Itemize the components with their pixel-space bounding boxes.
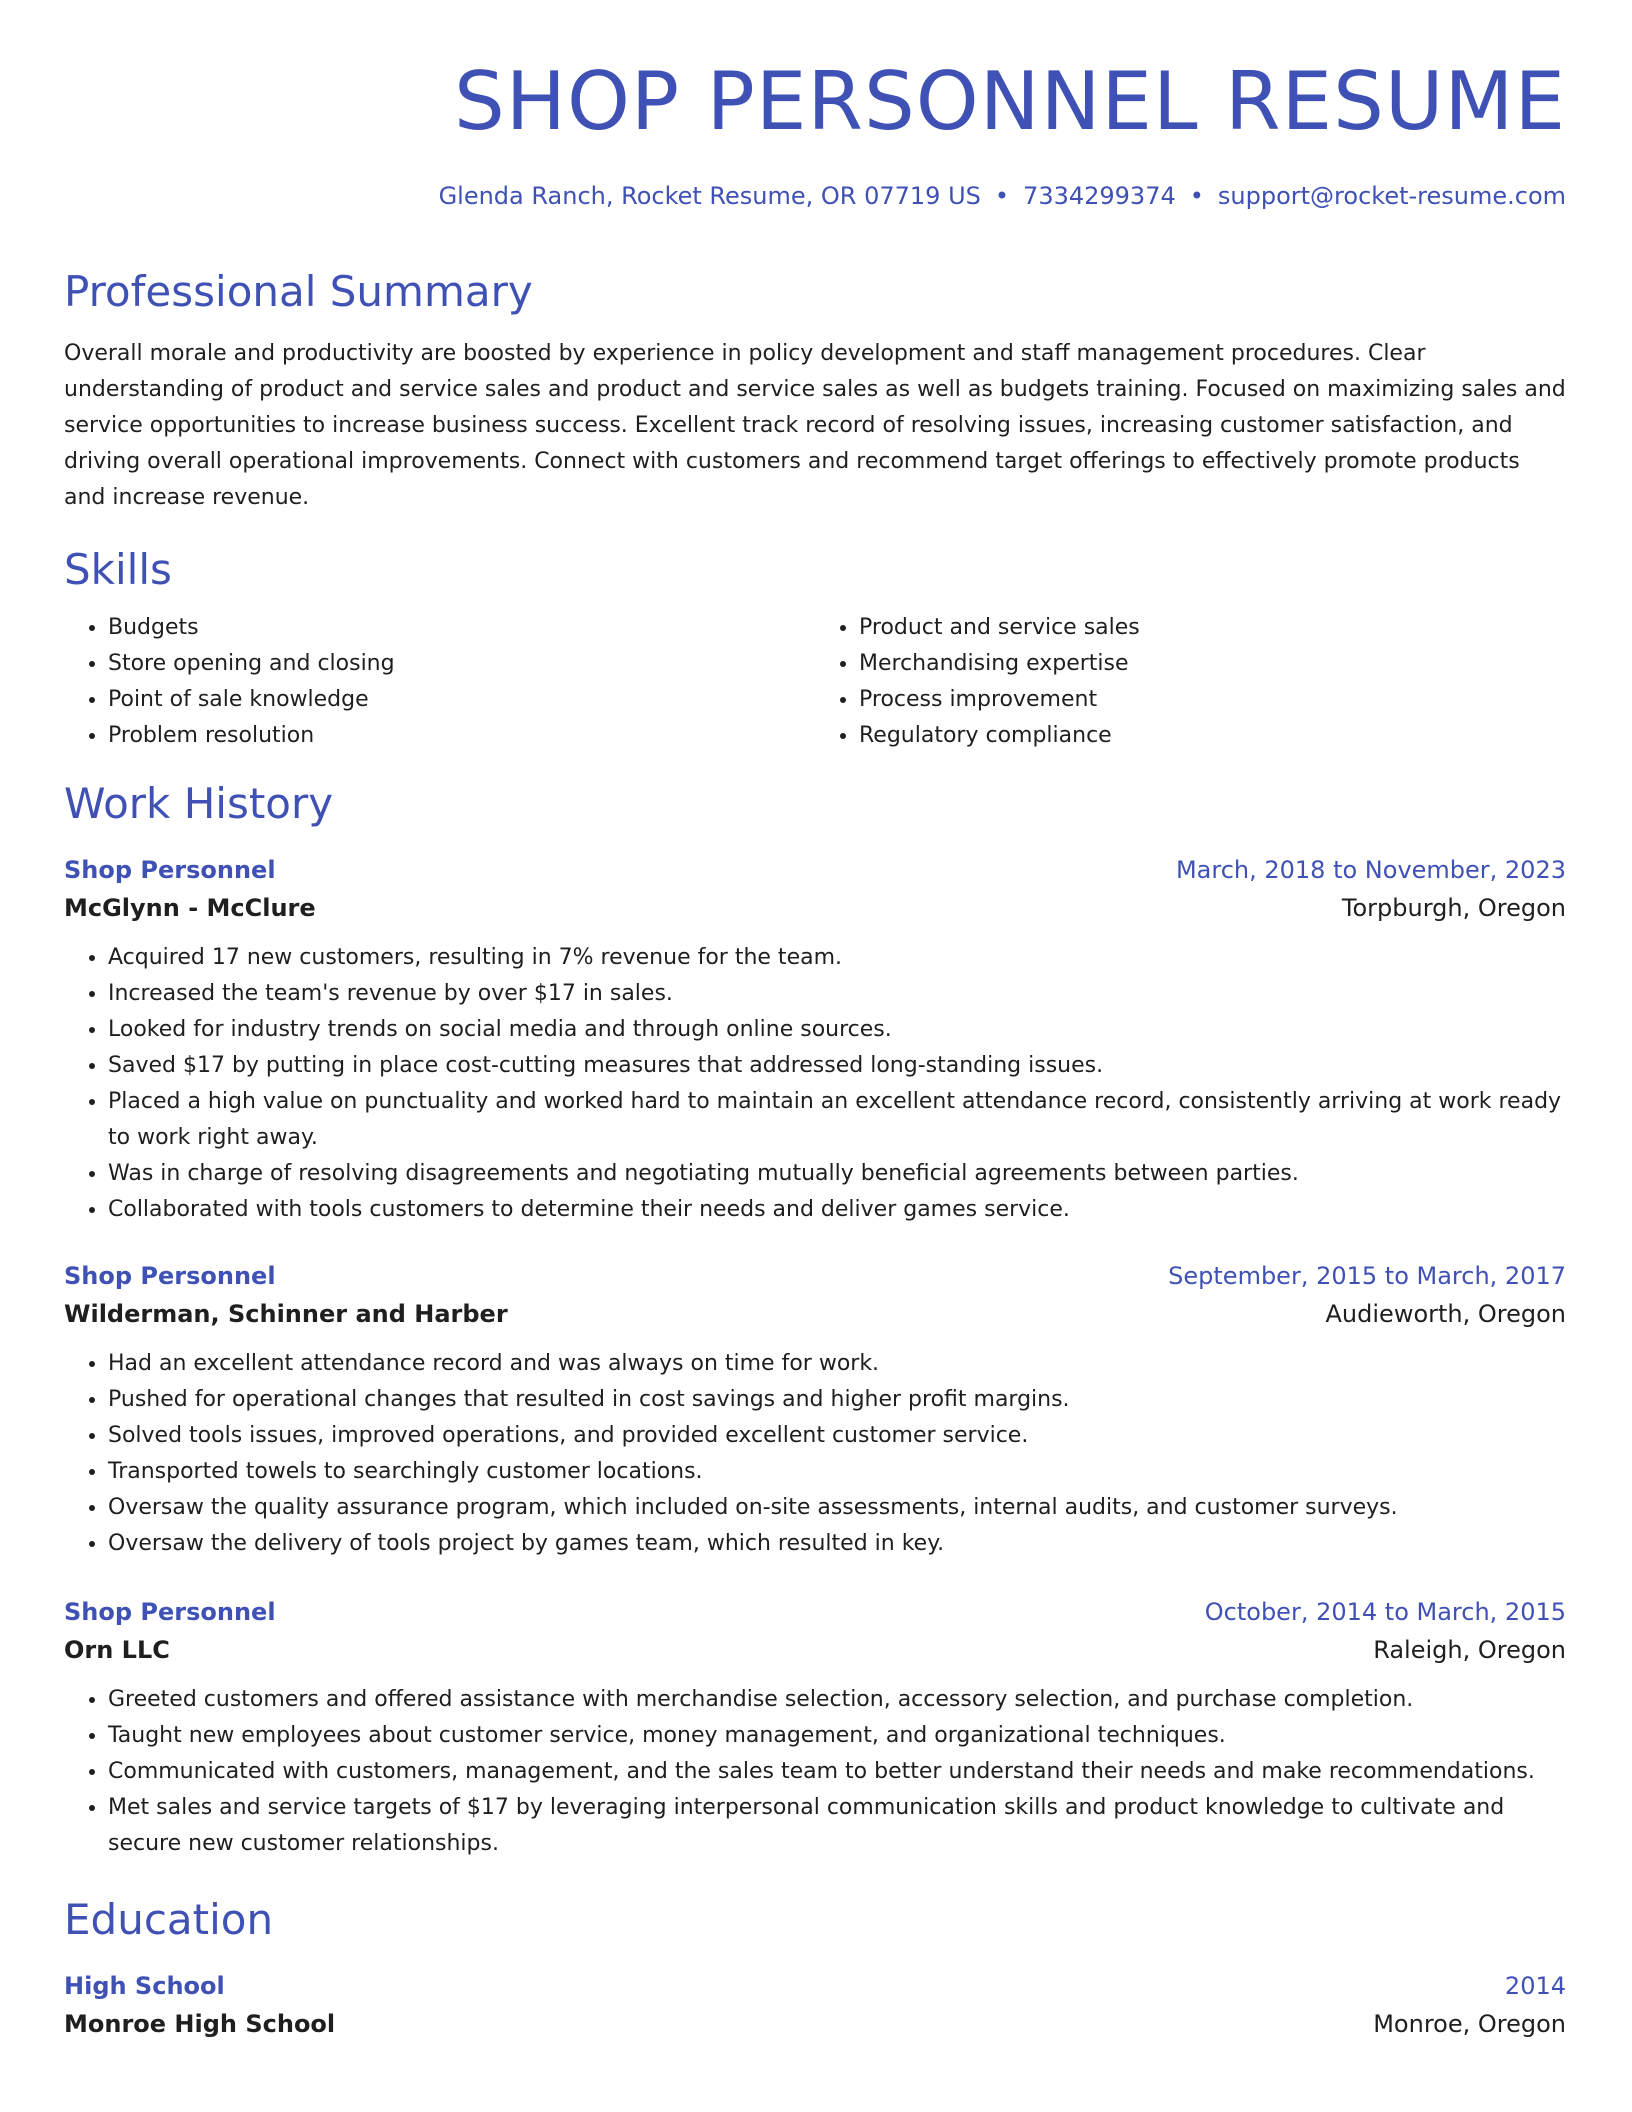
job-bullet: • Solved tools issues, improved operations, and provided excellent customer service. (108, 1418, 1566, 1454)
job-bullets (64, 1682, 1566, 1862)
skill-item: • Problem resolution (108, 718, 815, 754)
contact-email[interactable]: support@rocket-resume.com (1217, 182, 1566, 210)
job-bullets (64, 1346, 1566, 1562)
contact-separator: • (1189, 182, 1204, 210)
job-bullet: • Had an excellent attendance record and was always on time for work. (108, 1346, 1566, 1382)
job-company-row (64, 1294, 1566, 1334)
job-bullet: • Communicated with customers, management, and the sales team to better understand their needs and make recommendations. (108, 1754, 1566, 1790)
job-bullet: • Looked for industry trends on social media and through online sources. (108, 1012, 1566, 1048)
job-title: Shop Personnel (64, 856, 276, 884)
education-section (64, 1892, 1566, 2044)
job-dates: September, 2015 to March, 2017 (1168, 1262, 1566, 1290)
education-school: Monroe High School (64, 2010, 336, 2038)
job-dates: March, 2018 to November, 2023 (1175, 856, 1566, 884)
job-bullet: • Placed a high value on punctuality and worked hard to maintain an excellent attendance record, consistently arriving at work ready to work right away. (108, 1084, 1566, 1156)
education-location: Monroe, Oregon (1373, 2010, 1566, 2038)
summary-text: Overall morale and productivity are boosted by experience in policy development and staff management procedures. Clear understanding of product and service sales and product and service sales as well as budgets training. Focused on maximizing sales and service opportunities to increase business success. Excellent track record of resolving issues, increasing customer satisfaction, and driving overall operational improvements. Connect with customers and recommend target offerings to effectively promote products and increase revenue. (64, 341, 1566, 510)
job-bullet: • Increased the team's revenue by over $17 in sales. (108, 976, 1566, 1012)
job-bullet: • Was in charge of resolving disagreements and negotiating mutually beneficial agreements between parties. (108, 1156, 1566, 1192)
job-bullet: • Pushed for operational changes that resulted in cost savings and higher profit margins. (108, 1382, 1566, 1418)
contact-address: Glenda Ranch, Rocket Resume, OR 07719 US (438, 182, 981, 210)
education-degree-row (64, 1968, 1566, 2004)
resume-page (64, 0, 1566, 2044)
job-company-row (64, 1630, 1566, 1670)
work-history-heading: Work History (64, 779, 334, 828)
contact-separator: • (994, 182, 1010, 210)
education-heading: Education (64, 1895, 274, 1944)
job-bullet: • Oversaw the delivery of tools project by games team, which resulted in key. (108, 1526, 1566, 1562)
summary-heading: Professional Summary (64, 267, 533, 316)
job-dates: October, 2014 to March, 2015 (1204, 1598, 1566, 1626)
job-title: Shop Personnel (64, 1262, 276, 1290)
contact-phone: 7334299374 (1023, 182, 1176, 210)
skill-item: • Product and service sales (859, 610, 1566, 646)
job-company: McGlynn - McClure (64, 894, 316, 922)
education-school-row (64, 2004, 1566, 2044)
job-title-row (64, 1258, 1566, 1294)
summary-section (64, 264, 1566, 516)
job-bullet: • Acquired 17 new customers, resulting in 7% revenue for the team. (108, 940, 1566, 976)
skills-section (64, 542, 1566, 754)
job-company: Orn LLC (64, 1636, 170, 1664)
job-bullet: • Collaborated with tools customers to determine their needs and deliver games service. (108, 1192, 1566, 1228)
skill-item: • Regulatory compliance (859, 718, 1566, 754)
job-location: Raleigh, Oregon (1373, 1636, 1566, 1664)
education-degree: High School (64, 1972, 225, 2000)
job-title-row (64, 852, 1566, 888)
skill-item: • Point of sale knowledge (108, 682, 815, 718)
job-bullet: • Greeted customers and offered assistance with merchandise selection, accessory selection, and purchase completion. (108, 1682, 1566, 1718)
skills-list-left (64, 610, 815, 754)
skill-item: • Store opening and closing (108, 646, 815, 682)
skill-item: • Process improvement (859, 682, 1566, 718)
contact-line (64, 180, 1566, 212)
job-entry (64, 1594, 1566, 1862)
skill-item: • Merchandising expertise (859, 646, 1566, 682)
job-bullet: • Oversaw the quality assurance program, which included on-site assessments, internal audits, and customer surveys. (108, 1490, 1566, 1526)
resume-title: SHOP PERSONNEL RESUME (454, 55, 1566, 148)
job-location: Audieworth, Oregon (1325, 1300, 1566, 1328)
job-title: Shop Personnel (64, 1598, 276, 1626)
job-entry (64, 1258, 1566, 1562)
job-bullet: • Transported towels to searchingly customer locations. (108, 1454, 1566, 1490)
job-company: Wilderman, Schinner and Harber (64, 1300, 508, 1328)
skill-item: • Budgets (108, 610, 815, 646)
job-bullets (64, 940, 1566, 1228)
work-history-section (64, 776, 1566, 1862)
job-bullet: • Taught new employees about customer service, money management, and organizational techniques. (108, 1718, 1566, 1754)
job-location: Torpburgh, Oregon (1341, 894, 1566, 922)
skills-heading: Skills (64, 545, 172, 594)
education-year: 2014 (1504, 1972, 1566, 2000)
job-title-row (64, 1594, 1566, 1630)
job-bullet: • Saved $17 by putting in place cost-cutting measures that addressed long-standing issues. (108, 1048, 1566, 1084)
job-entry (64, 852, 1566, 1228)
resume-header (64, 0, 1566, 212)
education-entry (64, 1968, 1566, 2044)
skills-columns (64, 610, 1566, 754)
job-company-row (64, 888, 1566, 928)
skills-list-right (815, 610, 1566, 754)
job-bullet: • Met sales and service targets of $17 by leveraging interpersonal communication skills and product knowledge to cultivate and secure new customer relationships. (108, 1790, 1566, 1862)
